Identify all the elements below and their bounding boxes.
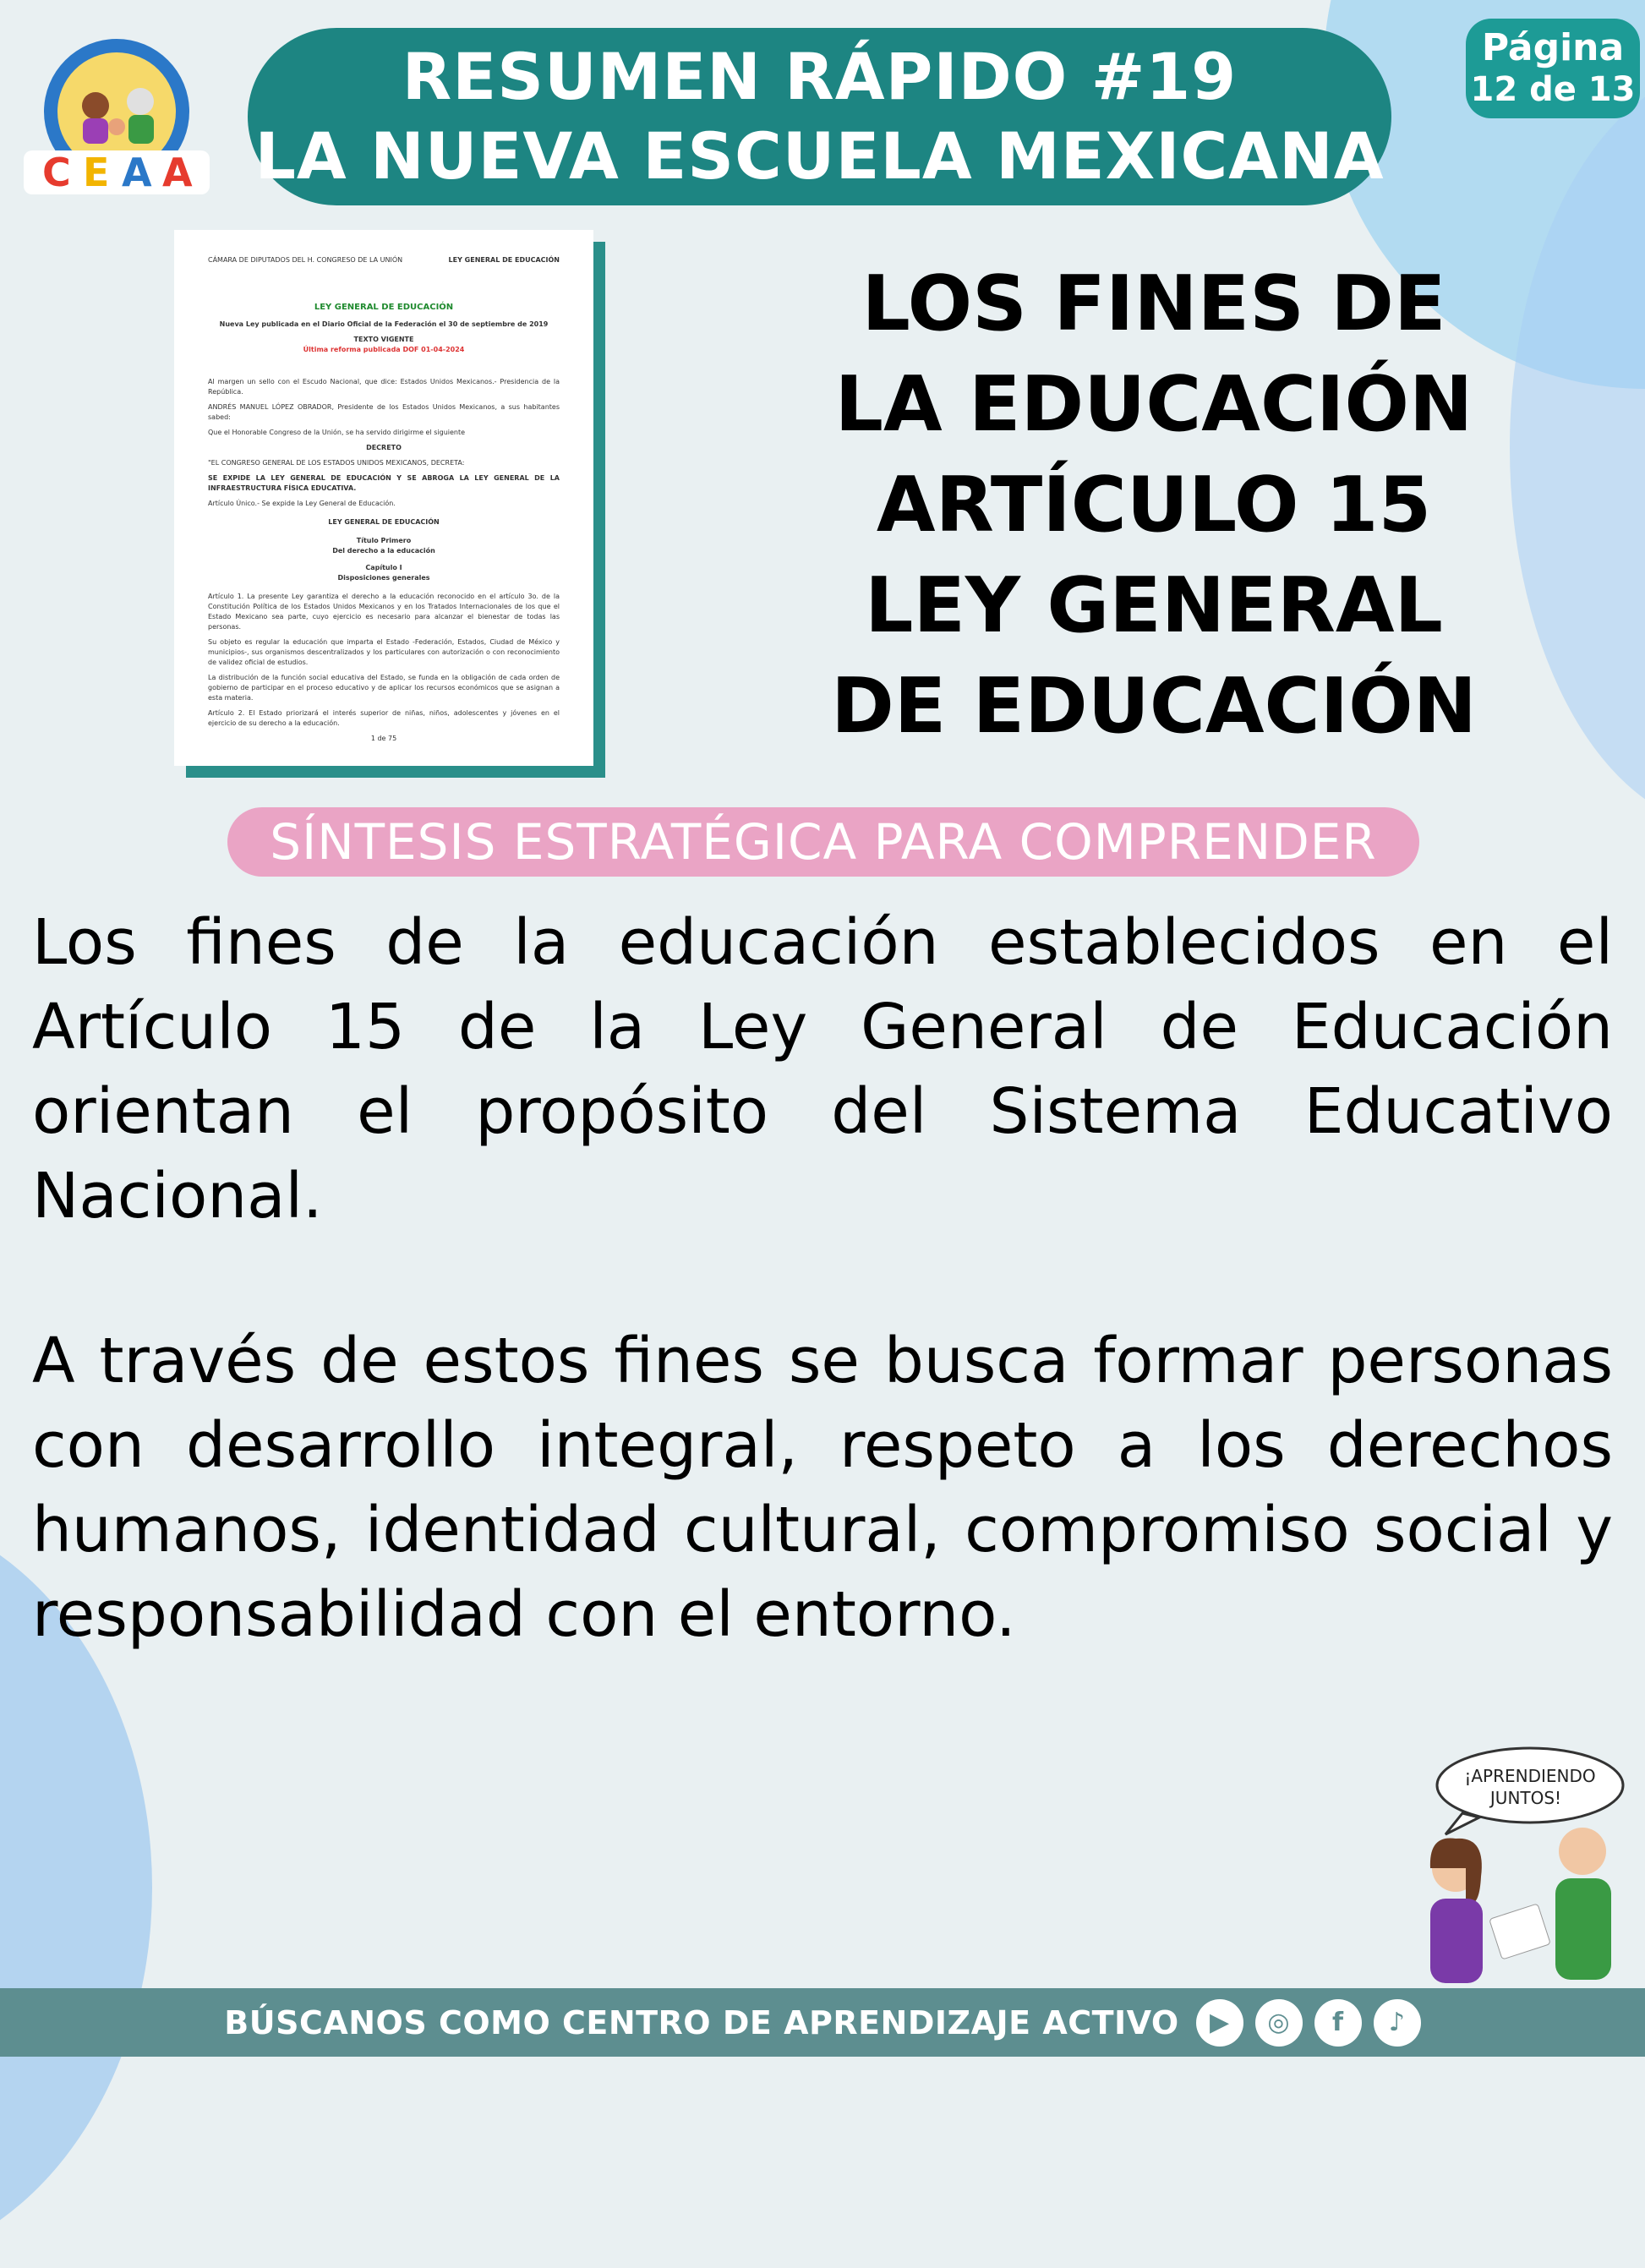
social-icons (1196, 1999, 1421, 2047)
header-line1: RESUMEN RÁPIDO #19 (402, 39, 1238, 114)
document-vigente: TEXTO VIGENTE (353, 336, 414, 343)
document-top-left: CÁMARA DE DIPUTADOS DEL H. CONGRESO DE LA UNIÓN (208, 256, 403, 264)
document-page-number: 1 de 75 (370, 735, 397, 742)
summary-paragraph-1: Los fines de la educación establecidos en el Artículo 15 de la Ley General de Educación orientan el propósito del Sistema Educativo Nacional. (32, 906, 1613, 1232)
footer-text: BÚSCANOS COMO CENTRO DE APRENDIZAJE ACTIVO (224, 2003, 1179, 2041)
document-capitulo: Capítulo I (365, 564, 402, 571)
document-paragraph: Al margen un sello con el Escudo Nacional, que dice: Estados Unidos Mexicanos.- Presidencia de la República. (208, 378, 560, 396)
topic-title-line: ARTÍCULO 15 (876, 461, 1432, 549)
document-top-right: LEY GENERAL DE EDUCACIÓN (448, 256, 560, 264)
page-badge (1466, 19, 1640, 118)
summary-paragraph-2: A través de estos fines se busca formar personas con desarrollo integral, respeto a los derechos humanos, identidad cultural, compromiso social y responsabilidad con el entorno. (32, 1325, 1613, 1651)
header-line2: LA NUEVA ESCUELA MEXICANA (254, 118, 1385, 194)
document-capitulo-2: Disposiciones generales (337, 574, 430, 582)
facebook-icon[interactable]: f (1314, 1999, 1362, 2047)
document-paragraph: Artículo 1. La presente Ley garantiza el derecho a la educación reconocido en el artículo 3o. de la Constitución Política de los Estados Unidos Mexicanos y en los Tratados Internacionales de los que el Estado Mexicano sea parte, cuyo ejercicio es necesario para alcanzar el bienestar de todas las personas. (208, 593, 560, 631)
topic-title (812, 254, 1496, 757)
topic-title-line: LEY GENERAL (865, 561, 1443, 650)
document-paragraph: "EL CONGRESO GENERAL DE LOS ESTADOS UNIDOS MEXICANOS, DECRETA: (208, 459, 465, 467)
mascot-illustration (1386, 1741, 1640, 1995)
document-titulo: Título Primero (356, 537, 412, 544)
instagram-icon[interactable]: ◎ (1255, 1999, 1303, 2047)
document-law-heading: LEY GENERAL DE EDUCACIÓN (328, 518, 440, 526)
topic-title-line: LA EDUCACIÓN (834, 360, 1473, 449)
logo-letter-a1: A (122, 150, 152, 195)
document-subtitle: Nueva Ley publicada en el Diario Oficial de la Federación el 30 de septiembre de 2019 (219, 320, 549, 328)
tiktok-icon[interactable]: ♪ (1374, 1999, 1421, 2047)
logo-letter-a2: A (162, 150, 193, 195)
document-paragraph: Que el Honorable Congreso de la Unión, se ha servido dirigirme el siguiente (208, 429, 466, 436)
page-badge-label: Página (1481, 26, 1625, 69)
document-titulo-2: Del derecho a la educación (332, 547, 435, 555)
document-paragraph: Su objeto es regular la educación que imparta el Estado -Federación, Estados, Ciudad de México y municipios-, sus organismos descentralizados y los particulares con autorización o con reconocimiento de validez oficial de estudios. (208, 638, 560, 666)
page-badge-value: 12 de 13 (1470, 70, 1636, 109)
topic-title-line: LOS FINES DE (861, 260, 1446, 348)
header-banner (248, 28, 1391, 205)
footer-bar (0, 1988, 1645, 2057)
document-paragraph: Artículo Único.- Se expide la Ley General de Educación. (208, 500, 396, 507)
mascot-bubble-line2: JUNTOS! (1489, 1788, 1562, 1808)
synthesis-label: SÍNTESIS ESTRATÉGICA PARA COMPRENDER (227, 807, 1419, 877)
document-decreto: DECRETO (366, 444, 402, 451)
mascot-bubble-line1: ¡APRENDIENDO (1464, 1766, 1596, 1786)
document-paragraph: ANDRÉS MANUEL LÓPEZ OBRADOR, Presidente de los Estados Unidos Mexicanos, a sus habitantes sabed: (208, 403, 560, 421)
law-document-thumbnail (174, 230, 593, 766)
document-paragraph: SE EXPIDE LA LEY GENERAL DE EDUCACIÓN Y SE ABROGA LA LEY GENERAL DE LA INFRAESTRUCTURA FÍSICA EDUCATIVA. (208, 474, 560, 492)
document-paragraph: Artículo 2. El Estado priorizará el interés superior de niñas, niños, adolescentes y jóvenes en el ejercicio de su derecho a la educación. (208, 709, 560, 727)
document-header (208, 255, 560, 265)
topic-title-line: DE EDUCACIÓN (831, 662, 1477, 751)
logo-letter-c1: C (42, 150, 71, 195)
ceaa-logo (24, 34, 210, 203)
document-paragraph: La distribución de la función social educativa del Estado, se funda en la obligación de cada orden de gobierno de participar en el proceso educativo y de aplicar los recursos económicos que se asignan a esta materia. (208, 674, 560, 702)
document-title: LEY GENERAL DE EDUCACIÓN (314, 303, 454, 312)
youtube-icon[interactable]: ▶ (1196, 1999, 1243, 2047)
document-reforma: Última reforma publicada DOF 01-04-2024 (303, 346, 465, 353)
logo-letter-e: E (83, 150, 110, 195)
